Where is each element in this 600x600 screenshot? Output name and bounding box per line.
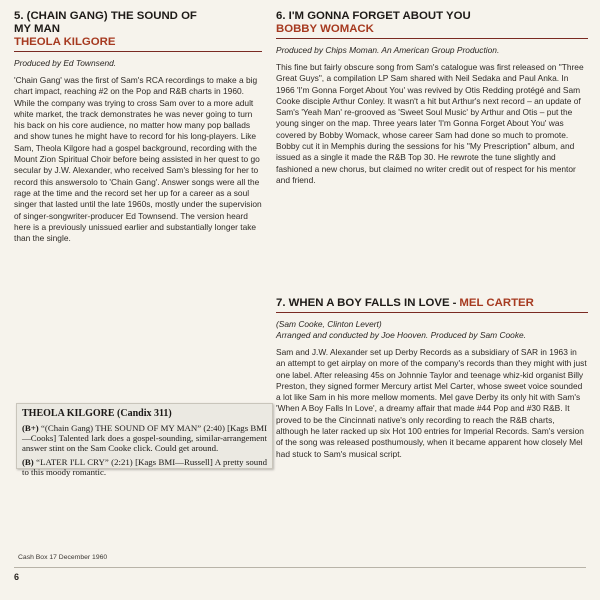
artist-name: MEL CARTER (459, 297, 534, 309)
artist-name: BOBBY WOMACK (276, 23, 374, 35)
clipping-review: “(Chain Gang) THE SOUND OF MY MAN” (2:40) [Kags BMI—Cooks] Talented lark does a gospel-sounding, similar-arrangement answer stint on the Sam Cooke click. Could get around. (22, 423, 267, 454)
track-title: 6. I'M GONNA FORGET ABOUT YOU (276, 10, 471, 22)
section-6-header (276, 10, 588, 39)
section-7-header (276, 297, 588, 313)
track-title: 7. WHEN A BOY FALLS IN LOVE (276, 297, 450, 309)
cash-box-clipping (16, 403, 273, 477)
clipping-header: THEOLA KILGORE (Candix 311) (22, 408, 172, 419)
clipping-caption: Cash Box 17 December 1960 (18, 554, 108, 561)
section-7 (276, 297, 588, 460)
artist-name: THEOLA KILGORE (14, 36, 116, 48)
section-7-body: Sam and J.W. Alexander set up Derby Records as a subsidiary of SAR in 1963 in an attempt to get airplay on more of the company's records than they might with just one label. After releasing 45s on Johnnie Taylor and teenage whiz-kid organist Billy Preston, they signed former Mercury artist Mel Carter, whose sweet voice sounded a lot like Sam in his more mellow moments. Mel gave Derby its only hit with Sam's 'When A Boy Falls In Love', a dreamy affair that made #44 Pop and #30 R&B. It proved to be the Cincinnati native's only recording to reach the R&B charts, although he later racked up six Hot 100 entries for Imperial Records. Sam's version of the song was released posthumously, when it became apparent how closely Mel had stuck to Sam's musical script. (276, 347, 587, 459)
section-6 (276, 10, 588, 186)
clipping-review: “LATER I'LL CRY” (2:21) [Kags BMI—Russell] A pretty sound to this moody romantic. (22, 456, 267, 477)
clipping-entry (22, 457, 267, 477)
producer-credit: Produced by Ed Townsend. (14, 58, 117, 68)
track-title-continued: MY MAN (14, 23, 60, 35)
page-number: 6 (14, 572, 20, 582)
writer-credit: (Sam Cooke, Clinton Levert) (276, 319, 382, 329)
section-6-body: This fine but fairly obscure song from Sam's catalogue was first released on "Three Great Guys", a compilation LP Sam shared with Neil Sedaka and Paul Anka. In 1966 'I'm Gonna Forget About You' was revived by Otis Redding protégé and Sam Cooke disciple Arthur Conley. It wasn't a hit but Arthur's next record – an update of Sam's 'Yeah Man' re-grooved as 'Sweet Soul Music' by Arthur and Otis – put the young singer on the map. Three years later 'I'm Gonna Forget About You' was covered by Bobby Womack, whose career Sam had done so much to promote. Bobby cut it in Memphis during the sessions for his "My Prescription" album, and issued as a single it made the R&B Top 30. He rewrote the tune slightly and fashioned a new chorus, but claimed no writer credit out of respect for his mentor and friend. (276, 62, 584, 185)
section-5 (14, 10, 262, 244)
clipping-rating: (B) (22, 456, 34, 467)
title-separator: - (452, 297, 457, 309)
clipping-entry (22, 423, 267, 454)
producer-credit: Arranged and conducted by Joe Hooven. Produced by Sam Cooke. (276, 330, 527, 340)
track-title: 5. (CHAIN GANG) THE SOUND OF (14, 10, 197, 22)
footer-divider (14, 567, 586, 568)
section-5-header (14, 10, 262, 52)
clipping-rating: (B+) (22, 423, 39, 433)
section-5-body: 'Chain Gang' was the first of Sam's RCA recordings to make a big chart impact, reaching #2 on the Pop and R&B charts in 1960. While the company was trying to cross Sam over to a more adult white market, the track demonstrates he was never going to turn his back on his core audience, no matter how many pop ballads and show tunes he might have to record for his long-players. Like Sam, Theola Kilgore had a gospel background, recording with the Mount Zion Spiritual Choir before being assisted in her quest to go secular by J.W. Alexander, who received Sam's blessing for her to record this answersolo to 'Chain Gang'. Answer songs were all the rage at the time and the record set her up for a career as a soul singer that lasted until the late 1960s, mostly under the supervision of singer-songwriter-producer Ed Townsend. The version heard here is a previously unissued earlier and substantially longer take than the single. (14, 75, 262, 244)
producer-credit: Produced by Chips Moman. An American Group Production. (276, 45, 500, 55)
